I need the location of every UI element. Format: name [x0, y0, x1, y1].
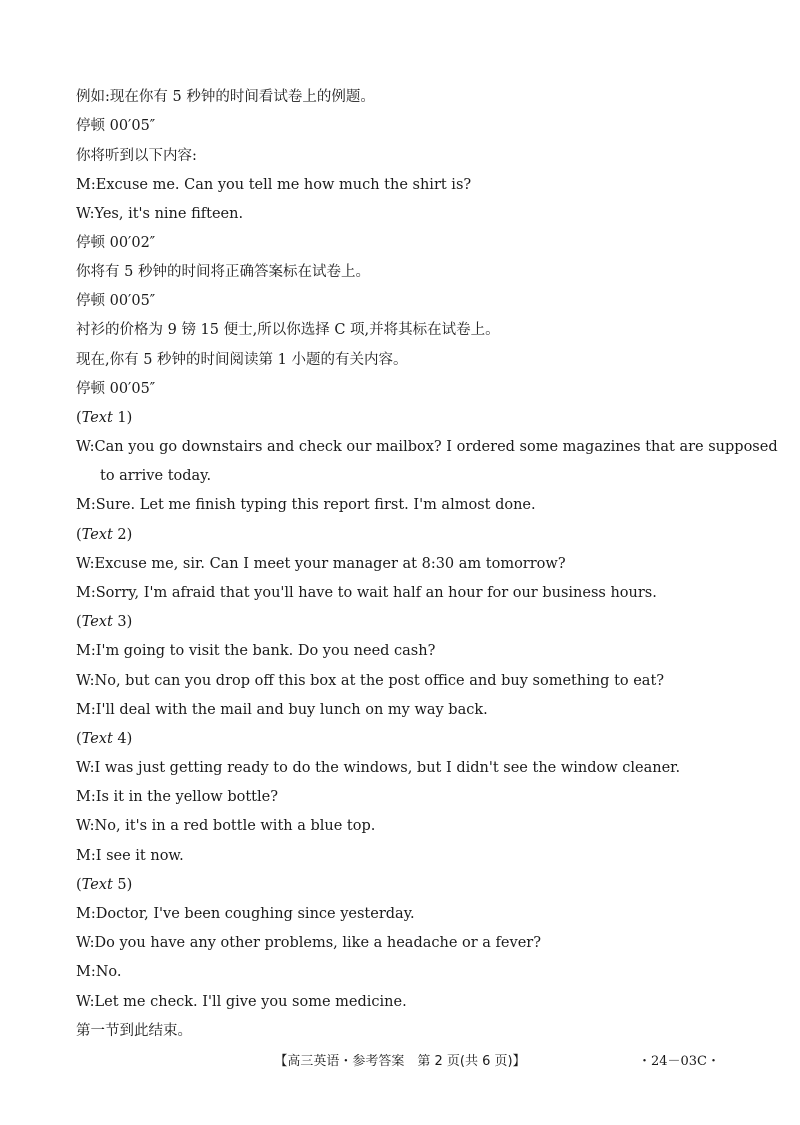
dialogue-line: W:No, it's in a red bottle with a blue top.	[76, 818, 376, 834]
dialogue-line: M:I'll deal with the mail and buy lunch on my way back.	[76, 702, 488, 718]
dialogue-line: M:I'm going to visit the bank. Do you need cash?	[76, 643, 436, 659]
dialogue-line: M:Sure. Let me finish typing this report first. I'm almost done.	[76, 497, 536, 513]
dialogue-line: W:Let me check. I'll give you some medicine.	[76, 994, 407, 1010]
dialogue-line: W:Can you go downstairs and check our mailbox? I ordered some magazines that are supposed	[76, 439, 778, 455]
intro-line-price: 衬衫的价格为 9 镑 15 便士,所以你选择 C 项,并将其标在试卷上。	[76, 322, 500, 338]
intro-line-hear: 你将听到以下内容:	[76, 148, 197, 164]
dialogue-line-continuation: to arrive today.	[100, 468, 212, 484]
text-4-label: (Text 4)	[76, 731, 133, 747]
dialogue-line: W:No, but can you drop off this box at the post office and buy something to eat?	[76, 673, 665, 689]
section-closing: 第一节到此结束。	[76, 1023, 192, 1039]
dialogue-line: M:Sorry, I'm afraid that you'll have to wait half an hour for our business hours.	[76, 585, 657, 601]
dialogue-line: W:Excuse me, sir. Can I meet your manager at 8:30 am tomorrow?	[76, 556, 566, 572]
text-3-label: (Text 3)	[76, 614, 133, 630]
text-5-label: (Text 5)	[76, 877, 133, 893]
pause-line: 停顿 00′05″	[76, 381, 156, 397]
pause-line: 停顿 00′02″	[76, 235, 156, 251]
intro-line-mark: 你将有 5 秒钟的时间将正确答案标在试卷上。	[76, 264, 370, 280]
dialogue-line: M:Doctor, I've been coughing since yesterday.	[76, 906, 415, 922]
text-2-label: (Text 2)	[76, 527, 133, 543]
intro-line-read: 现在,你有 5 秒钟的时间阅读第 1 小题的有关内容。	[76, 352, 408, 368]
dialogue-line: M:Is it in the yellow bottle?	[76, 789, 278, 805]
pause-line: 停顿 00′05″	[76, 118, 156, 134]
dialogue-line: M:No.	[76, 964, 122, 980]
example-dialogue-w: W:Yes, it's nine fifteen.	[76, 206, 244, 222]
intro-line-example: 例如:现在你有 5 秒钟的时间看试卷上的例题。	[76, 89, 375, 105]
dialogue-line: W:Do you have any other problems, like a headache or a fever?	[76, 935, 541, 951]
example-dialogue-m: M:Excuse me. Can you tell me how much the shirt is?	[76, 177, 472, 193]
dialogue-line: W:I was just getting ready to do the windows, but I didn't see the window cleaner.	[76, 760, 681, 776]
text-1-label: (Text 1)	[76, 410, 133, 426]
paper-code: ・24－03C・	[637, 1054, 720, 1069]
dialogue-line: M:I see it now.	[76, 848, 184, 864]
page-footer: 【高三英语・参考答案 第 2 页(共 6 页)】	[274, 1054, 526, 1069]
pause-line: 停顿 00′05″	[76, 293, 156, 309]
